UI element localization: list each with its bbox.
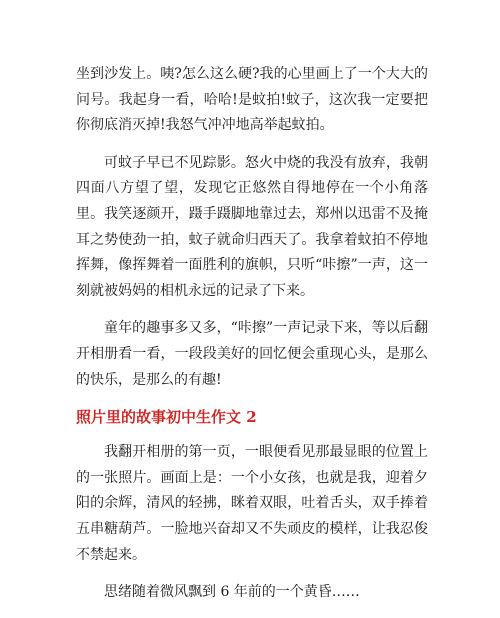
paragraph: 思绪随着微风飘到 6 年前的一个黄昏…… xyxy=(104,584,360,601)
document-body xyxy=(76,62,428,618)
section-heading: 照片里的故事初中生作文 2 xyxy=(76,408,257,427)
paragraph: 我翻开相册的第一页，一眼便看见那最显眼的位置上的一张照片。画面上是：一个小女孩，也就是我，迎着夕阳的余辉，清风的轻拂，眯着双眼，吐着舌头，双手捧着五串糖葫芦。一脸地兴奋却又不失顽皮的模样，让我忍俊不禁起来。 xyxy=(76,444,428,563)
paragraph-continuation: 坐到沙发上。咦?怎么这么硬?我的心里画上了一个大大的问号。我起身一看，哈哈!是蚊拍!蚊子，这次我一定要把你彻底消灭掉!我怒气冲冲地高举起蚊拍。 xyxy=(76,66,428,134)
paragraph: 可蚊子早已不见踪影。怒火中烧的我没有放弃，我朝四面八方望了望，发现它正悠然自得地停在一个小角落里。我笑逐颜开，蹑手蹑脚地靠过去，郑州以迅雷不及掩耳之势使劲一拍，蚊子就命归西天了。我拿着蚊拍不停地挥舞，像挥舞着一面胜利的旗帜，只听“咔擦”一声，这一刻就被妈妈的相机永远的记录了下来。 xyxy=(76,154,428,299)
paragraph: 童年的趣事多又多，“咔擦”一声记录下来，等以后翻开相册看一看，一段段美好的回忆便会重现心头，是那么的快乐，是那么的有趣! xyxy=(76,320,428,388)
